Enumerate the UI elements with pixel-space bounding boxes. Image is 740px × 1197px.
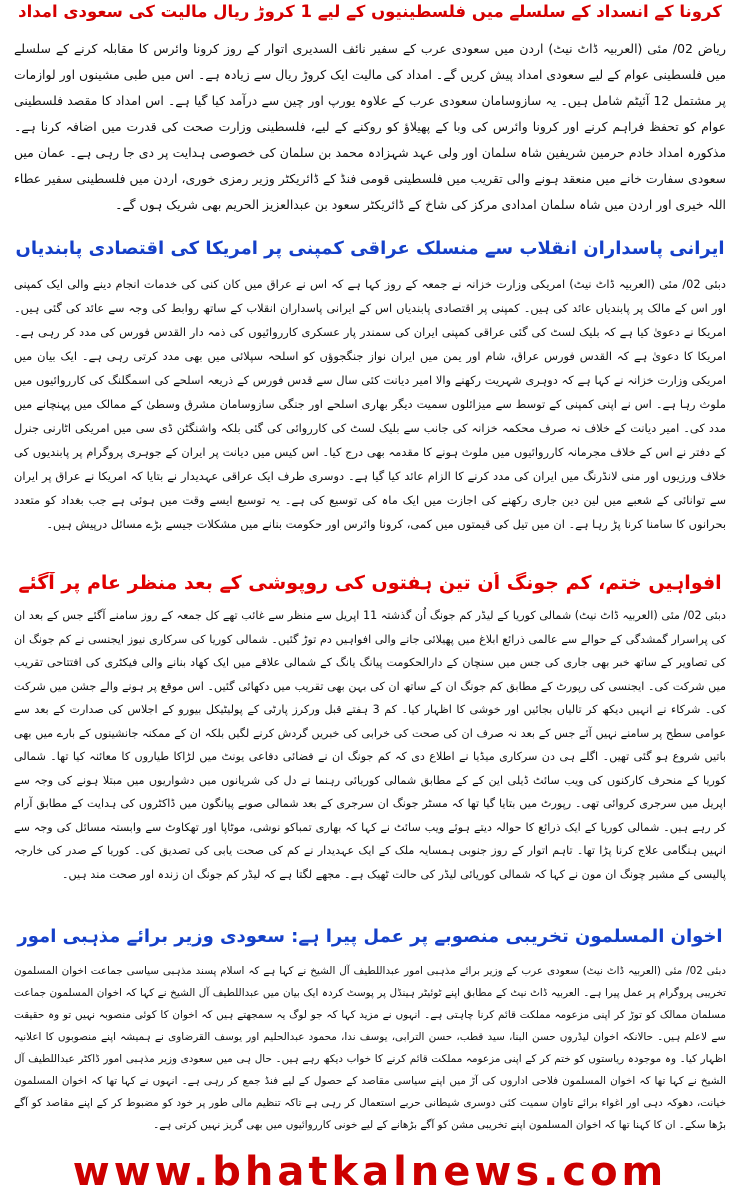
headline-saudi-aid: کرونا کے انسداد کے سلسلے میں فلسطینیوں کے لیے 1 کروڑ ریال مالیت کی سعودی امداد bbox=[18, 2, 722, 21]
article-paragraph: ریاض 02/ مئی (العربیہ ڈاٹ نیٹ) اردن میں سعودی عرب کے سفیر نائف السدیری اتوار کے روز کرونا وائرس کا مقابلہ کرنے کے سلسلے میں فلسطینی عوام کے لیے سعودی امداد پیش کریں گے۔ امداد کی مالیت ایک کروڑ ریال سے زیادہ ہے۔ اس میں طبی مشینوں اور لوازمات پر مشتمل 12 آئیٹم شامل ہیں۔ یہ سازوسامان سعودی عرب کے علاوہ یورپ اور چین سے درآمد کیا گیا ہے۔ اس امداد کا مقصد فلسطینی عوام کو تحفظ فراہم کرنے اور کرونا وائرس کی وبا کے پھیلاؤ کو روکنے کے لیے، فلسطینی وزارت صحت کی قدرت میں اضافہ کرنا ہے۔ مذکورہ امداد خادم حرمین شریفین شاہ سلمان اور ولی عہد شہزادہ محمد بن سلمان کی خصوصی ہدایت پر دی جا رہی ہے۔ عمان میں سعودی سفارت خانے میں منعقد ہونے والی تقریب میں فلسطینی قومی فنڈ کے ڈائریکٹر وزیر رمزی خوری، اردن میں فلسطینی سفیر عطاء اللہ خیری اور اردن میں شاہ سلمان امدادی مرکز کی شاخ کے ڈائریکٹر سعود بن عبدالعزیز الحریم بھی شریک ہوں گے۔ bbox=[14, 41, 726, 212]
article-body-kim-jong-un bbox=[14, 604, 726, 910]
article-body-iraqi-company-sanctions bbox=[14, 272, 726, 564]
article-body-muslim-brotherhood bbox=[14, 960, 726, 1146]
site-url[interactable]: www.bhatkalnews.com bbox=[72, 1149, 668, 1195]
article-paragraph: دبئی 02/ مئی (العربیہ ڈاٹ نیٹ) سعودی عرب کے وزیر برائے مذہبی امور عبداللطیف آل الشیخ نے کہا ہے کہ اسلام پسند مذہبی سیاسی جماعت اخوان المسلمون تخریبی پروگرام پر عمل پیرا ہے۔ العربیہ ڈاٹ نیٹ کے مطابق اپنے ٹوئیٹر ہینڈل پر پوسٹ کردہ ایک بیان میں عبداللطیف آل الشیخ نے کہا کہ اخوان المسلمون جماعت مسلمان ممالک کو توڑ کر اپنی مزعومہ مملکت قائم کرنا چاہتی ہے۔ انہوں نے مزید کہا کہ جو لوگ یہ سمجھتے ہیں کہ اخوان کا کوئی منصوبہ نہیں تو وہ حقیقت سے لاعلم ہیں۔ حالانکہ اخوان لیڈروں حسن البنا، سید قطب، حسن الترابی، یوسف ندا، محمود عبدالحلیم اور یوسف القرضاوی نے ہمیشہ اپنے منصوبوں کا اعلانیہ اظہار کیا۔ وہ موجودہ ریاستوں کو ختم کر کے اپنی مزعومہ مملکت قائم کرنے کا خواب دیکھ رہے ہیں۔ حال ہی میں سعودی وزیر مذہبی امور ڈاکٹر عبداللطیف آل الشیخ نے کہا تھا کہ اخوان المسلمون فلاحی اداروں کی آڑ میں اپنے سیاسی مقاصد کے حصول کے لیے فنڈ جمع کر رہی ہے۔ انہوں نے کہا تھا کہ اخوان المسلمون خیانت، دھوکہ دہی اور اغواء برائے تاوان سمیت کئی دوسری شیطانی حربے استعمال کر رہی ہے تاکہ تنظیم مالی طور پر خود کو مضبوط کر کے اپنے مقاصد کو آگے بڑھا سکے۔ ان کا کہنا تھا کہ اخوان المسلمون اپنے تخریبی مشن کو آگے بڑھانے کے لیے خونی کارروائیوں میں بھی گریز نہیں کرتی ہے۔ bbox=[14, 965, 726, 1131]
article-paragraph: دبئی 02/ مئی (العربیہ ڈاٹ نیٹ) شمالی کوریا کے لیڈر کم جونگ اُن گذشتہ 11 اپریل سے منظر سے غائب تھے کل جمعہ کے روز سامنے آگئے جس کے بعد ان کی پراسرار گمشدگی کے حوالے سے عالمی ذرائع ابلاغ میں پھیلائی جانے والی افواہیں دم توڑ گئیں۔ شمالی کوریا کی سرکاری نیوز ایجنسی نے کم جونگ ان کی تصاویر کے ساتھ خبر بھی جاری کی جس میں سنچان کے دارالحکومت پیانگ یانگ کے شمالی علاقے میں ایک کھاد بنانے والی فیکٹری کی افتتاحی تقریب میں شرکت کی۔ ایجنسی کی رپورٹ کے مطابق کم جونگ ان کے ساتھ ان کی بہن بھی تقریب میں دکھائی گئیں۔ اس موقع پر ہونے والے جشن میں شرکت کی۔ شرکاء نے انہیں دیکھ کر تالیاں بجائیں اور خوشی کا اظہار کیا۔ کم 3 ہفتے قبل ورکرز پارٹی کے پولیٹیکل بیورو کے اجلاس کی صدارت کے بعد سے عوامی سطح پر سامنے نہیں آئے جس کے بعد نہ صرف ان کی صحت کی خرابی کی خبریں گردش کرنے لگیں بلکہ ان کے ممکنہ جانشینوں کے بارے میں بھی باتیں شروع ہو گئی تھیں۔ اگلے ہی دن سرکاری میڈیا نے اطلاع دی کہ کم جونگ ان نے فضائی دفاعی یونٹ میں لڑاکا طیاروں کا معائنہ کیا تھا۔ شمالی کوریا کے منحرف کارکنوں کی ویب سائٹ ڈیلی این کے کے مطابق شمالی کوریائی رہنما نے دل کی شریانوں میں دشواریوں میں مبتلا ہونے کی وجہ سے اپریل میں سرجری کروائی تھی۔ رپورٹ میں بتایا گیا تھا کہ مسٹر جونگ ان سرجری کے بعد شمالی صوبے پیانگون میں ڈاکٹروں کی ہدایت کے مطابق آرام کر رہے ہیں۔ شمالی کوریا کے ایک ذرائع کا حوالہ دیتے ہوئے ویب سائٹ نے کہا کہ بھاری تمباکو نوشی، موٹاپا اور تھکاوٹ سے وابستہ مسائل کی وجہ سے انہیں ہنگامی علاج کرنا پڑا تھا۔ تاہم اتوار کے روز جنوبی ہمسایہ ملک کے ایک عہدیدار نے کم کی صحت یابی کی تصدیق کی۔ کوریا کے صدر کی خارجہ پالیسی کے مشیر چونگ ان مون نے کہا کہ شمالی کوریائی لیڈر کی حالت ٹھیک ہے۔ مجھے لگتا ہے کہ لیڈر کم جونگ ان زندہ اور صحت مند ہیں۔ bbox=[14, 609, 726, 881]
article-paragraph: دبئی 02/ مئی (العربیہ ڈاٹ نیٹ) امریکی وزارت خزانہ نے جمعہ کے روز کہا ہے کہ اس نے عراق میں کان کنی کی خدمات انجام دینے والی ایک کمپنی اور اس کے مالک پر پابندیاں عائد کی ہیں۔ کمپنی پر اقتصادی پابندیاں اس کے ایرانی پاسداران انقلاب کے ساتھ روابط کی وجہ سے عائد کی گئی ہیں۔ امریکا نے دعویٰ کیا ہے کہ بلیک لسٹ کی گئی عراقی کمپنی ایران کی سمندر پار عسکری کارروائیوں کی ذمہ دار القدس فورس کی مدد کر رہی ہے۔ امریکا کا دعویٰ ہے کہ القدس فورس عراق، شام اور یمن میں ایران نواز جنگجوؤں کو اسلحہ سپلائی میں بھی مدد کرتی رہی ہے۔ ایک بیان میں امریکی وزارت خزانہ نے کہا ہے کہ دوہری شہریت رکھنے والا امیر دیانت کئی سال سے قدس فورس کے ذریعہ اسلحے کی اسمگلنگ کی کارروائیوں میں ملوث رہا ہے۔ اس نے اپنی کمپنی کے توسط سے میزائلوں سمیت دیگر بھاری اسلحے اور جنگی سازوسامان مشرق وسطیٰ کے ممالک میں پہنچانے میں مدد کی۔ امیر دیانت کے خلاف نہ صرف محکمہ خزانہ کی جانب سے بلیک لسٹ کی کارروائی کی گئی بلکہ واشنگٹن ڈی سی میں امریکی اٹارنی جنرل کے دفتر نے اس کے خلاف مجرمانہ کارروائیوں میں ملوث ہونے کا مقدمہ بھی درج کیا۔ اس کیس میں دیانت پر ایران کے جوہری پروگرام پر پابندیوں کی خلاف ورزیوں اور منی لانڈرنگ میں ایران کی مدد کرنے کا الزام عائد کیا گیا ہے۔ دوسری طرف ایک عراقی عہدیدار نے بتایا کہ امریکا نے عراق پر ایران سے توانائی کے شعبے میں لین دین جاری رکھنے کی اجازت میں ایک ماہ کی توسیع کی ہے۔ یہ توسیع ایسے وقت میں ہوئی ہے جب بغداد کو متعدد بحرانوں کا سامنا کرنا پڑ رہا ہے۔ ان میں تیل کی قیمتوں میں کمی، کرونا وائرس اور حکومت بنانے میں مشکلات جیسے بڑے مسائل درپیش ہیں۔ bbox=[14, 277, 726, 531]
headline-iraqi-company-sanctions: ایرانی پاسداران انقلاب سے منسلک عراقی کمپنی پر امریکا کی اقتصادی پابندیاں bbox=[15, 238, 725, 259]
article-body-saudi-aid bbox=[14, 36, 726, 232]
site-footer bbox=[0, 1148, 740, 1197]
headline-kim-jong-un: افواہیں ختم، کم جونگ اُن تین ہفتوں کی روپوشی کے بعد منظر عام پر آگئے bbox=[18, 572, 722, 594]
headline-muslim-brotherhood: اخوان المسلمون تخریبی منصوبے پر عمل پیرا ہے: سعودی وزیر برائے مذہبی امور bbox=[17, 926, 723, 947]
